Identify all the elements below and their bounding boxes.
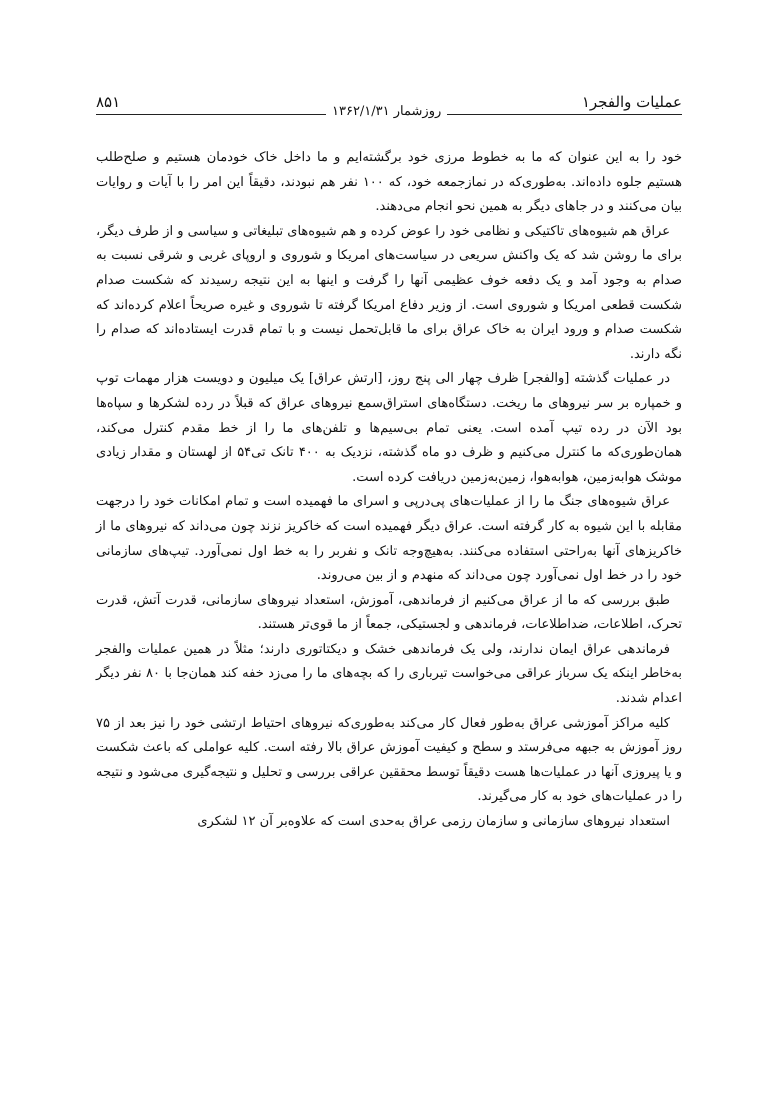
page-number: ۸۵۱ [96, 93, 121, 111]
paragraph: طبق بررسی که ما از عراق می‌کنیم از فرماندهی، آموزش، استعداد نیروهای سازمانی، قدرت آتش، قدرت تحرک، اطلاعات، ضداطلاعات، فرماندهی و لجستیکی، جمعاً از ما قوی‌تر هستند. [96, 592, 682, 633]
paragraph: در عملیات گذشته [والفجر] ظرف چهار الی پنج روز، [ارتش عراق] یک میلیون و دویست هزار مهمات توپ و خمپاره بر سر نیروهای ما ریخت. دستگاه‌های استراق‌سمع نیروهای عراق که قبلاً در رده لشکرها و سپاه‌ها بود الآن در رده تیپ آمده است. یعنی تمام بی‌سیم‌ها و تلفن‌های ما را از خط مقدم کنترل می‌کند، همان‌طوری‌که ما کنترل می‌کنیم و ظرف دو ماه گذشته، نزدیک به ۴۰۰ تانک تی‌۵۴ از لهستان و مقدار زیادی موشک هوابه‌زمین، هوابه‌هوا، زمین‌به‌زمین دریافت کرده است. [96, 371, 682, 485]
book-title: عملیات والفجر۱ [581, 93, 682, 111]
journal-date: روزشمار ۱۳۶۲/۱/۳۱ [326, 104, 447, 119]
paragraph: استعداد نیروهای سازمانی و سازمان رزمی عراق به‌حدی است که علاوه‌بر آن ۱۲ لشکری [197, 814, 670, 830]
paragraph: عراق شیوه‌های جنگ ما را از عملیات‌های پی‌درپی و اسرای ما فهمیده است و تمام امکانات خود را درجهت مقابله با این شیوه به کار گرفته است. عراق دیگر فهمیده است که خاکریز نزند چون می‌داند که نیروهای ما از خاکریزهای آنها به‌راحتی استفاده می‌کنند. به‌هیچ‌وجه تانک و نفربر را به خط اول نمی‌آورد. تیپ‌های سازمانی خود را در خط اول نمی‌آورد چون می‌داند که منهدم و از بین می‌روند. [96, 494, 682, 584]
paragraph: عراق هم شیوه‌های تاکتیکی و نظامی خود را عوض کرده و هم شیوه‌های تبلیغاتی و سیاسی و از طرف دیگر، برای ما روشن شد که یک واکنش سریعی در سیاست‌های امریکا و شوروی و اروپای غربی و شرقی نسبت به صدام به وجود آمد و یک دفعه خوف عظیمی آنها را گرفت و اینها به این نتیجه رسیدند که شکست صدام شکست قطعی امریکا و شوروی است. از وزیر دفاع امریکا گرفته تا شوروی و غیره صریحاً اعلام کرده‌اند که شکست صدام و ورود ایران به خاک عراق برای ما قابل‌تحمل نیست و با تمام قدرت ایستاده‌اند که صدام را نگه دارند. [96, 223, 682, 362]
body-text [96, 146, 682, 835]
paragraph: فرماندهی عراق ایمان ندارند، ولی یک فرماندهی خشک و دیکتاتوری دارند؛ مثلاً در همین عملیات والفجر به‌خاطر اینکه یک سرباز عراقی می‌خواست تیرباری را که بچه‌های ما را می‌زد خفه کند همان‌جا با ۸۰ نفر دیگر اعدام شدند. [96, 641, 682, 707]
running-header [96, 93, 682, 123]
paragraph: کلیه مراکز آموزشی عراق به‌طور فعال کار می‌کند به‌طوری‌که نیروهای احتیاط ارتشی خود را نیز بعد از ۷۵ روز آموزش به جبهه می‌فرستد و سطح و کیفیت آموزش عراق بالا رفته است. کلیه عواملی که باعث شکست و یا پیروزی آنها در عملیات‌ها هست دقیقاً توسط محققین عراقی بررسی و تحلیل و نتیجه‌گیری می‌شود و نتیجه را در عملیات‌های خود به کار می‌گیرند. [96, 715, 682, 805]
paragraph: خود را به این عنوان که ما به خطوط مرزی خود برگشته‌ایم و ما داخل خاک خودمان هستیم و صلح‌طلب هستیم جلوه داده‌اند. به‌طوری‌که در نمازجمعه خود، که ۱۰۰ نفر هم نبودند، دقیقاً این امر را با آیات و روایات بیان می‌کنند و در جاهای دیگر به همین نحو انجام می‌دهند. [96, 150, 683, 215]
